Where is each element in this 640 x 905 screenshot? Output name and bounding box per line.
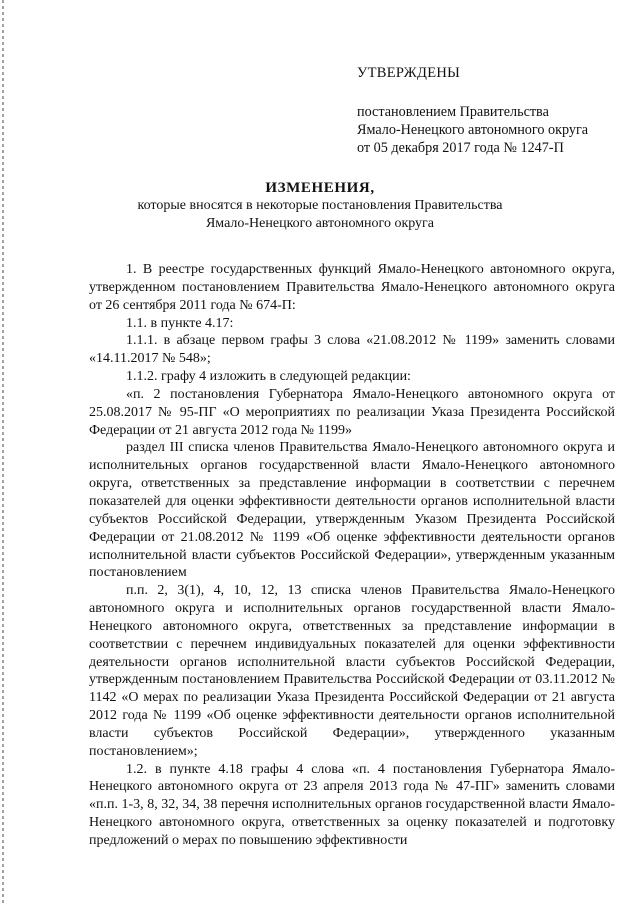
approval-line: постановлением Правительства (357, 104, 549, 120)
document-body (89, 261, 615, 850)
body-paragraph: 1. В реестре государственных функций Ямало-Ненецкого автономного округа, утвержденном постановлением Правительства Ямало-Ненецкого автономного округа от 26 сентября 2011 года № 674-П: (89, 262, 615, 313)
body-paragraph: раздел III списка членов Правительства Ямало-Ненецкого автономного округа и исполнительных органов государственной власти Ямало-Ненецкого автономного округа, ответственных за представление информации в соответствии с перечнем показателей для оценки эффективности деятельности органов исполнительной власти субъектов Российской Федерации, утвержденным Указом Президента Российской Федерации от 21.08.2012 № 1199 «Об оценке эффективности деятельности органов исполнительной власти субъектов Российской Федерации», утвержденным указанным постановлением (89, 440, 615, 581)
body-paragraph: п.п. 2, 3(1), 4, 10, 12, 13 списка членов Правительства Ямало-Ненецкого автономного округа и исполнительных органов государственной власти Ямало-Ненецкого автономного округа, ответственных за представление информации в соответствии с перечнем индивидуальных показателей для оценки эффективности деятельности органов исполнительной власти субъектов Российской Федерации, утвержденным постановлением Правительства Российской Федерации от 03.11.2012 № 1142 «О мерах по реализации Указа Президента Российской Федерации от 21 августа 2012 года № 1199 «Об оценке эффективности деятельности органов исполнительной власти субъектов Российской Федерации», утвержденного указанным постановлением»; (89, 583, 615, 759)
body-paragraph: 1.1.1. в абзаце первом графы 3 слова «21.08.2012 № 1199» заменить словами «14.11.2017 № 548»; (89, 333, 615, 367)
approval-block (357, 64, 588, 157)
document-subtitle-line-2: Ямало-Ненецкого автономного округа (205, 216, 435, 231)
body-paragraph: 1.1. в пункте 4.17: (126, 315, 234, 331)
approval-line: Ямало-Ненецкого автономного округа (357, 122, 589, 138)
body-paragraph: «п. 2 постановления Губернатора Ямало-Ненецкого автономного округа от 25.08.2017 № 95-ПГ «О мероприятиях по реализации Указа Президента Российской Федерации от 21 августа 2012 года № 1199» (89, 386, 615, 438)
body-paragraph: 1.1.2. графу 4 изложить в следующей редакции: (126, 369, 411, 385)
body-paragraph: 1.2. в пункте 4.18 графы 4 слова «п. 4 постановления Губернатора Ямало-Ненецкого автономного округа от 23 апреля 2013 года № 47-ПГ» заменить словами «п.п. 1-3, 8, 32, 34, 38 перечня исполнительных органов государственной власти Ямало-Ненецкого автономного округа, ответственных за оценку показателей и подготовку предложений о мерах по повышению эффективности (89, 761, 615, 848)
approval-line: от 05 декабря 2017 года № 1247-П (357, 140, 564, 156)
document-subtitle-line-1: которые вносятся в некоторые постановления Правительства (137, 198, 503, 213)
approval-heading: УТВЕРЖДЕНЫ (357, 65, 461, 81)
document-title: ИЗМЕНЕНИЯ, (265, 180, 375, 196)
document-title-block (0, 179, 640, 233)
page-binding-edge (2, 0, 4, 905)
